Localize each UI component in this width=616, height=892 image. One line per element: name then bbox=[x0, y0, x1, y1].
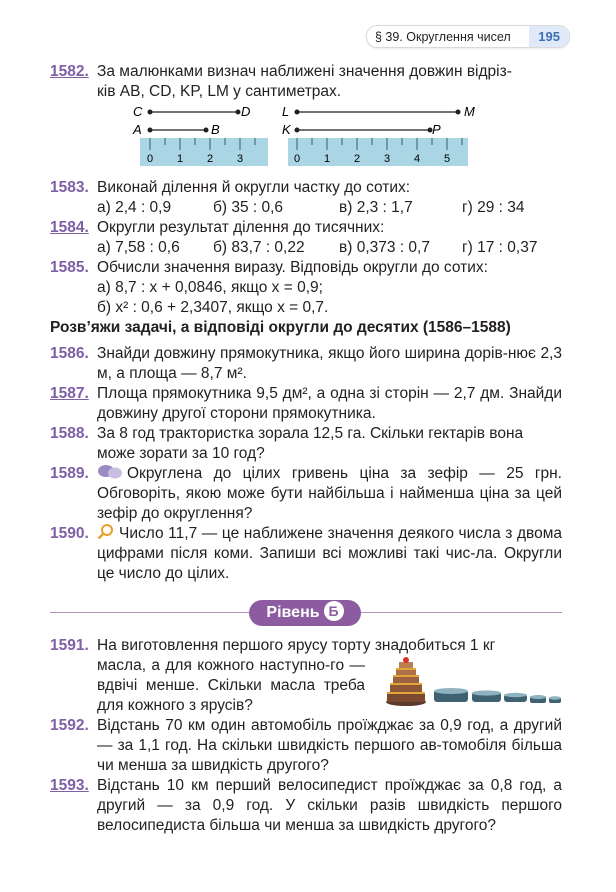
subitem: г) 29 : 34 bbox=[462, 199, 525, 216]
subitems-row bbox=[97, 238, 562, 258]
magnifier-icon bbox=[97, 524, 115, 540]
problem-1593 bbox=[50, 776, 562, 836]
problem-text: Округли результат ділення до тисячних: bbox=[97, 219, 385, 236]
problem-number: 1586. bbox=[50, 345, 89, 362]
ruler-tick-label: 2 bbox=[207, 153, 214, 165]
problem-1592 bbox=[50, 716, 562, 776]
problem-text-line1: За малюнками визнач наближені значення довжин відріз- bbox=[97, 63, 512, 80]
point-label: L bbox=[282, 104, 290, 119]
subitem-a: а) 8,7 : x + 0,0846, якщо x = 0,9; bbox=[97, 279, 323, 296]
point-label: K bbox=[282, 122, 291, 137]
problem-text: Число 11,7 — це наближене значення деякого числа з двома цифрами після коми. Запиши всі можливі такі чис-ла. Округли це число до цілих. bbox=[97, 525, 562, 582]
ruler-tick-label: 0 bbox=[147, 153, 154, 165]
section-heading: Розв’яжи задачі, а відповіді округли до десятих (1586–1588) bbox=[50, 319, 511, 336]
page-number: 195 bbox=[529, 26, 569, 47]
problem-text: За 8 год трактористка зорала 12,5 га. Скільки гектарів вона може зорати за 10 год? bbox=[97, 425, 524, 462]
ruler-tick-label: 3 bbox=[237, 153, 244, 165]
ruler-tick-label: 1 bbox=[324, 153, 331, 165]
ruler-tick-label: 4 bbox=[414, 153, 421, 165]
ruler-tick-label: 0 bbox=[294, 153, 301, 165]
level-letter: Б bbox=[324, 601, 344, 621]
subitem: в) 2,3 : 1,7 bbox=[339, 199, 413, 216]
segments-figure-left bbox=[128, 102, 268, 166]
problem-text: Відстань 10 км перший велосипедист проїжджає за 0,8 год, а другий — за 0,9 год. У скільки разів швидкість першого велосипедиста більша чи менша за швидкість другого? bbox=[97, 777, 562, 834]
ruler-tick-label: 2 bbox=[354, 153, 361, 165]
subitem: б) 83,7 : 0,22 bbox=[213, 239, 305, 256]
segments-figure-right bbox=[278, 102, 478, 166]
layered-cake bbox=[386, 657, 426, 706]
level-label: Рівень bbox=[266, 604, 320, 621]
ruler bbox=[288, 138, 468, 166]
problem-text-rest: масла, а для кожного наступно-го — вдвічі менше. Скільки масла треба для кожного з ярусів? bbox=[97, 657, 365, 714]
problem-number: 1583. bbox=[50, 179, 89, 196]
problem-number: 1590. bbox=[50, 525, 89, 542]
problem-1584 bbox=[50, 218, 562, 258]
level-badge bbox=[249, 600, 361, 626]
problem-number: 1591. bbox=[50, 637, 89, 654]
section-title: § 39. Округлення чисел bbox=[375, 29, 511, 44]
problem-number: 1589. bbox=[50, 465, 89, 482]
subitems-row bbox=[97, 198, 562, 218]
problem-number: 1588. bbox=[50, 425, 89, 442]
discussion-icon bbox=[97, 464, 123, 480]
subitem: б) 35 : 0,6 bbox=[213, 199, 284, 216]
problem-text: Обчисли значення виразу. Відповідь округли до сотих: bbox=[97, 259, 488, 276]
problem-number: 1582. bbox=[50, 63, 89, 80]
subitem: г) 17 : 0,37 bbox=[462, 239, 538, 256]
page-header bbox=[366, 25, 570, 48]
problem-number: 1585. bbox=[50, 259, 89, 276]
problem-1588 bbox=[50, 424, 562, 464]
ruler-tick-label: 5 bbox=[444, 153, 451, 165]
subitem: а) 2,4 : 0,9 bbox=[97, 199, 172, 216]
point-label: C bbox=[133, 104, 143, 119]
problem-1589 bbox=[50, 464, 562, 524]
problem-text: Округлена до цілих гривень ціна за зефір — 25 грн. Обговоріть, якою може бути найбільша і найменша ціна за цей зефір до округлення? bbox=[97, 465, 562, 522]
point-label: D bbox=[241, 104, 251, 119]
ruler-tick-label: 1 bbox=[177, 153, 184, 165]
subitem-b: б) x² : 0,6 + 2,3407, якщо x = 0,7. bbox=[97, 299, 329, 316]
ruler bbox=[140, 138, 268, 166]
point-label: M bbox=[464, 104, 475, 119]
point-label: B bbox=[211, 122, 220, 137]
problem-number: 1592. bbox=[50, 717, 89, 734]
problem-1590 bbox=[50, 524, 562, 584]
problem-number: 1587. bbox=[50, 385, 89, 402]
problem-text-line1: На виготовлення першого ярусу торту знадобиться 1 кг bbox=[97, 637, 496, 654]
problem-text: Площа прямокутника 9,5 дм², а одна зі сторін — 2,7 дм. Знайди довжину другої сторони прямокутника. bbox=[97, 385, 562, 422]
problem-number: 1584. bbox=[50, 219, 89, 236]
problem-1582 bbox=[50, 62, 562, 102]
subitem: в) 0,373 : 0,7 bbox=[339, 239, 430, 256]
subitem: а) 7,58 : 0,6 bbox=[97, 239, 180, 256]
point-label: A bbox=[133, 122, 142, 137]
problem-text: Відстань 70 км один автомобіль проїжджає за 0,9 год, а другий — за 1,1 год. На скільки швидкість першого ав-томобіля більша чи менша за швидкість другого? bbox=[97, 717, 562, 774]
problem-1585 bbox=[50, 258, 562, 318]
problem-1586 bbox=[50, 344, 562, 384]
problem-text: Знайди довжину прямокутника, якщо його ширина дорів-нює 2,3 м, а площа — 8,7 м². bbox=[97, 345, 562, 382]
problem-text: Виконай ділення й округли частку до сотих: bbox=[97, 179, 411, 196]
problem-1587 bbox=[50, 384, 562, 424]
cake-tiers-illustration bbox=[384, 656, 562, 708]
tier-disks bbox=[434, 688, 561, 703]
problem-1583 bbox=[50, 178, 562, 218]
ruler-tick-label: 3 bbox=[384, 153, 391, 165]
problem-number: 1593. bbox=[50, 777, 89, 794]
problem-text-line2: ків AB, CD, KP, LM у сантиметрах. bbox=[97, 83, 342, 100]
point-label: P bbox=[432, 122, 441, 137]
